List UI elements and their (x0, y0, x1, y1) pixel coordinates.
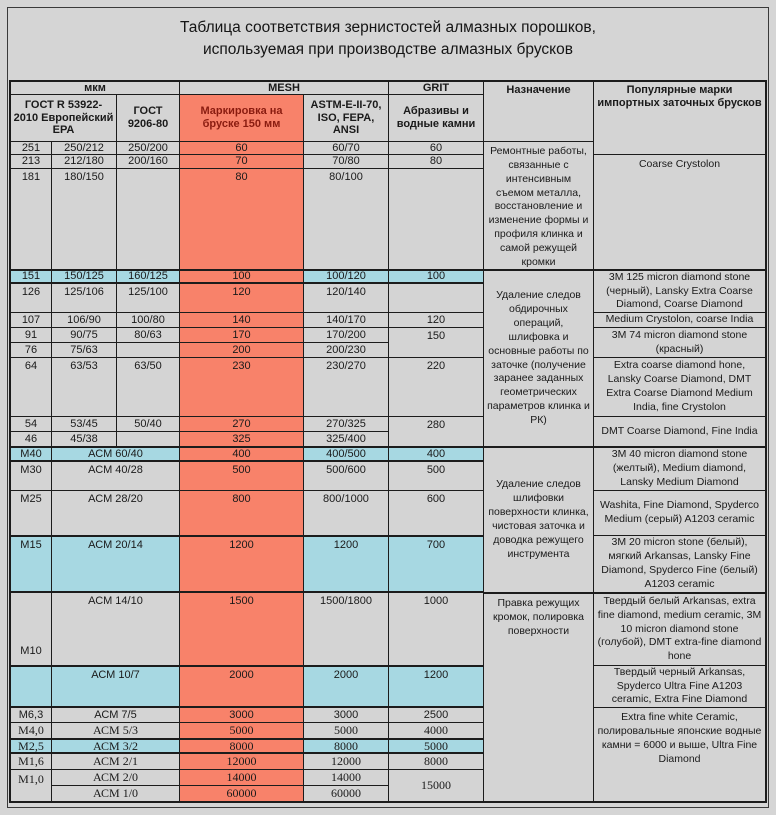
table-cell: М1,0 (11, 770, 52, 801)
table-cell: Extra fine white Ceramic, полировальные японские водные камни = 6000 и выше, Ultra Fine Diamond (594, 708, 765, 801)
table-cell: 120/140 (304, 284, 389, 313)
table-cell: 325 (180, 432, 304, 447)
table-cell: Твердый черный Arkansas, Spyderco Ultra Fine A1203 ceramic, Extra Fine Diamond (594, 666, 765, 708)
table-cell: 800 (180, 491, 304, 536)
table-cell: Coarse Crystolon (594, 155, 765, 270)
table-cell: 1500/1800 (304, 593, 389, 666)
table-cell: 150 (389, 328, 484, 358)
header-cell: Назначение (484, 82, 594, 142)
table-cell: 60 (389, 142, 484, 155)
table-cell (117, 432, 180, 447)
table-cell: 3M 125 micron diamond stone (черный), Lansky Extra Coarse Diamond, Coarse Diamond (594, 270, 765, 313)
table-cell: 91 (11, 328, 52, 343)
table-cell: 151 (11, 270, 52, 284)
table-cell: 200/160 (117, 155, 180, 169)
table-cell: 1200 (304, 536, 389, 593)
table-cell: 270/325 (304, 417, 389, 432)
header-cell: Маркировка на бруске 150 мм (180, 95, 304, 142)
table-cell: 5000 (389, 739, 484, 754)
table-cell: 15000 (389, 770, 484, 801)
table-cell: 180/150 (52, 169, 117, 270)
table-cell (117, 343, 180, 358)
table-cell: 8000 (304, 739, 389, 754)
table-cell: 120 (389, 313, 484, 328)
table-cell: 12000 (304, 754, 389, 770)
table-cell: 106/90 (52, 313, 117, 328)
table-cell: АСМ 2/0 (52, 770, 180, 786)
table-cell: 100/120 (304, 270, 389, 284)
table-cell: 4000 (389, 723, 484, 739)
table-cell (117, 169, 180, 270)
table-cell: 75/63 (52, 343, 117, 358)
table-cell: 100/80 (117, 313, 180, 328)
table-cell: 230 (180, 358, 304, 417)
table-cell: 150/125 (52, 270, 117, 284)
table-cell: 160/125 (117, 270, 180, 284)
table-cell: 600 (389, 491, 484, 536)
table-cell: М30 (11, 462, 52, 491)
table-cell: DMT Coarse Diamond, Fine India (594, 417, 765, 447)
table-cell: 700 (389, 536, 484, 593)
table-cell: 500 (180, 462, 304, 491)
table-cell: М4,0 (11, 723, 52, 739)
table-cell: АСМ 3/2 (52, 739, 180, 754)
table-cell: АСМ 5/3 (52, 723, 180, 739)
table-cell: АСМ 28/20 (52, 491, 180, 536)
table-cell: 107 (11, 313, 52, 328)
header-cell: Популярные марки импортных заточных брусков (594, 82, 765, 155)
table-cell: 45/38 (52, 432, 117, 447)
table-cell (11, 666, 52, 708)
grit-table (9, 80, 767, 803)
table-cell: 200 (180, 343, 304, 358)
table-cell: 60000 (304, 786, 389, 801)
table-cell: Твердый белый Arkansas, extra fine diamond, medium ceramic, 3M 10 micron diamond stone (голубой), DMT extra-fine diamond hone (594, 593, 765, 666)
table-cell: 60000 (180, 786, 304, 801)
table-cell (389, 169, 484, 270)
table-cell: 14000 (180, 770, 304, 786)
table-cell: АСМ 40/28 (52, 462, 180, 491)
table-cell: Ремонтные работы, связанные с интенсивным съемом металла, восстановление и изменение формы и профиля клинка и самой режущей кромки (484, 142, 594, 270)
table-cell: 126 (11, 284, 52, 313)
table-cell: 250/200 (117, 142, 180, 155)
table-cell: АСМ 7/5 (52, 708, 180, 723)
table-cell: АСМ 20/14 (52, 536, 180, 593)
table-cell: Удаление следов шлифовки поверхности клинка, чистовая заточка и доводка режущего инструмента (484, 447, 594, 593)
table-cell: 63/50 (117, 358, 180, 417)
table-cell: 125/106 (52, 284, 117, 313)
table-cell: 250/212 (52, 142, 117, 155)
table-cell: 140 (180, 313, 304, 328)
table-cell: 70/80 (304, 155, 389, 169)
table-cell: 500/600 (304, 462, 389, 491)
table-cell: Правка режущих кромок, полировка поверхности (484, 593, 594, 801)
table-cell: 170/200 (304, 328, 389, 343)
table-cell: М40 (11, 447, 52, 462)
table-cell: 1000 (389, 593, 484, 666)
table-cell: 140/170 (304, 313, 389, 328)
table-cell: 80 (180, 169, 304, 270)
table-cell: М10 (11, 593, 52, 666)
table-cell: 280 (389, 417, 484, 447)
table-cell: 2000 (304, 666, 389, 708)
table-cell: 213 (11, 155, 52, 169)
table-cell: АСМ 1/0 (52, 786, 180, 801)
table-cell: 220 (389, 358, 484, 417)
table-cell: 230/270 (304, 358, 389, 417)
table-cell: 5000 (304, 723, 389, 739)
table-cell: Medium Crystolon, coarse India (594, 313, 765, 328)
table-cell: 181 (11, 169, 52, 270)
table-cell: 100 (180, 270, 304, 284)
table-cell: 64 (11, 358, 52, 417)
table-cell: 100 (389, 270, 484, 284)
table-cell: 3000 (180, 708, 304, 723)
header-cell: ГОСТ R 53922-2010 Европейский ЕРА (11, 95, 117, 142)
table-cell: 325/400 (304, 432, 389, 447)
table-cell: АСМ 10/7 (52, 666, 180, 708)
table-cell: 3M 40 micron diamond stone (желтый), Medium diamond, Lansky Medium Diamond (594, 447, 765, 491)
table-cell: 5000 (180, 723, 304, 739)
table-cell: 3000 (304, 708, 389, 723)
table-cell: 400 (180, 447, 304, 462)
document-title-line2: используемая при производстве алмазных брусков (203, 41, 573, 58)
header-cell: GRIT (389, 82, 484, 95)
table-cell: 400/500 (304, 447, 389, 462)
table-cell: 60/70 (304, 142, 389, 155)
table-cell: АСМ 60/40 (52, 447, 180, 462)
table-cell: 60 (180, 142, 304, 155)
table-cell: АСМ 14/10 (52, 593, 180, 666)
table-cell: М15 (11, 536, 52, 593)
table-cell: 54 (11, 417, 52, 432)
document-title (0, 17, 776, 61)
table-cell: 53/45 (52, 417, 117, 432)
table-cell: 2500 (389, 708, 484, 723)
table-cell: 76 (11, 343, 52, 358)
table-cell: 125/100 (117, 284, 180, 313)
table-cell: 200/230 (304, 343, 389, 358)
table-cell: 80/100 (304, 169, 389, 270)
table-cell: М1,6 (11, 754, 52, 770)
table-cell: 2000 (180, 666, 304, 708)
table-cell: 50/40 (117, 417, 180, 432)
header-cell: ГОСТ 9206-80 (117, 95, 180, 142)
table-cell: Washita, Fine Diamond, Spyderco Medium (серый) A1203 ceramic (594, 491, 765, 536)
table-cell: М6,3 (11, 708, 52, 723)
table-cell: 14000 (304, 770, 389, 786)
table-cell: 212/180 (52, 155, 117, 169)
header-cell: MESH (180, 82, 389, 95)
table-cell: Удаление следов обдирочных операций, шлифовка и основные работы по заточке (получение заранее заданных геометрических параметров клинка и РК) (484, 270, 594, 447)
table-cell: М25 (11, 491, 52, 536)
table-cell: 90/75 (52, 328, 117, 343)
table-cell: 1500 (180, 593, 304, 666)
table-cell (389, 284, 484, 313)
table-cell: 170 (180, 328, 304, 343)
table-cell: 251 (11, 142, 52, 155)
table-cell: 80/63 (117, 328, 180, 343)
table-cell: 8000 (180, 739, 304, 754)
header-cell: ASTM-E-II-70, ISO, FEPA, ANSI (304, 95, 389, 142)
table-cell: 3M 74 micron diamond stone (красный) (594, 328, 765, 358)
header-cell: мкм (11, 82, 180, 95)
table-cell: 80 (389, 155, 484, 169)
table-cell: 46 (11, 432, 52, 447)
table-cell: 70 (180, 155, 304, 169)
table-cell: Extra coarse diamond hone, Lansky Coarse Diamond, DMT Extra Coarse Diamond Medium India, fine Crystolon (594, 358, 765, 417)
table-cell: 500 (389, 462, 484, 491)
header-cell: Абразивы и водные камни (389, 95, 484, 142)
table-cell: 8000 (389, 754, 484, 770)
table-cell: 400 (389, 447, 484, 462)
table-cell: 1200 (180, 536, 304, 593)
table-cell: 12000 (180, 754, 304, 770)
table-cell: М2,5 (11, 739, 52, 754)
table-cell: 3M 20 micron stone (белый), мягкий Arkansas, Lansky Fine Diamond, Spyderco Fine (белый) A1203 ceramic (594, 536, 765, 593)
document-title-line1: Таблица соответствия зернистостей алмазных порошков, (180, 19, 596, 36)
table-cell: 270 (180, 417, 304, 432)
table-cell: 800/1000 (304, 491, 389, 536)
table-cell: 120 (180, 284, 304, 313)
table-cell: 1200 (389, 666, 484, 708)
table-cell: 63/53 (52, 358, 117, 417)
table-cell: АСМ 2/1 (52, 754, 180, 770)
